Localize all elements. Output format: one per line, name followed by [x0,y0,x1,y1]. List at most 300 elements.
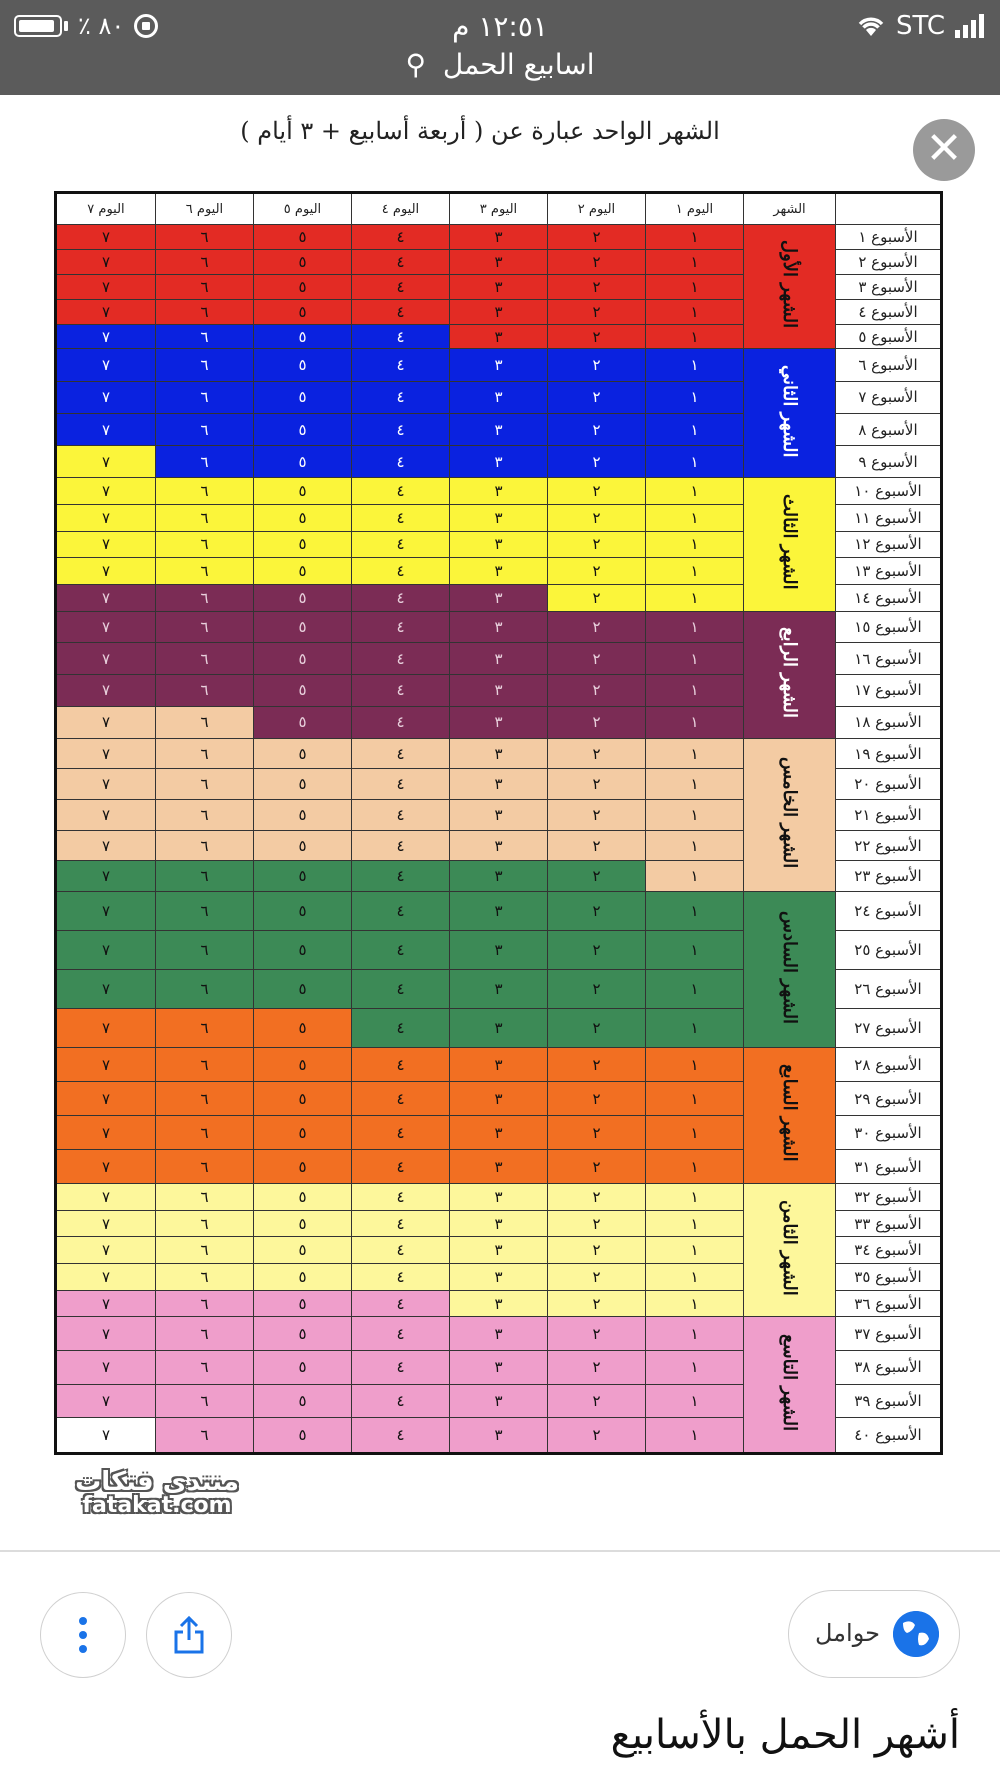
day-cell: ١ [646,892,744,931]
day-cell: ٥ [254,1082,352,1116]
week-label: الأسبوع ٢٦ [836,970,942,1009]
day-cell: ٧ [56,1082,156,1116]
day-cell: ٤ [352,478,450,505]
table-row [56,892,942,931]
day-cell: ٥ [254,249,352,274]
day-cell: ٣ [450,970,548,1009]
day-cell: ٥ [254,931,352,970]
day-cell: ٢ [548,611,646,643]
watermark-english: fatakat.com [82,1493,232,1518]
day-cell: ٥ [254,800,352,831]
day-cell: ٦ [156,1351,254,1385]
day-cell: ٤ [352,1264,450,1291]
day-cell: ٧ [56,225,156,250]
day-cell: ٤ [352,446,450,478]
day-cell: ٥ [254,611,352,643]
day-cell: ٢ [548,531,646,558]
day-cell: ٥ [254,1116,352,1150]
week-label: الأسبوع ١٤ [836,584,942,611]
day-cell: ٤ [352,675,450,707]
month-label: الشهر التاسع [779,1333,801,1431]
day-cell: ٧ [56,706,156,738]
day-cell: ٦ [156,274,254,299]
day-cell: ٢ [548,861,646,892]
source-name: حوامل [815,1619,880,1647]
day-cell: ٥ [254,738,352,769]
day-cell: ٥ [254,478,352,505]
day-cell: ١ [646,706,744,738]
week-label: الأسبوع ٢٩ [836,1082,942,1116]
week-label: الأسبوع ٣٧ [836,1317,942,1351]
day-cell: ٢ [548,446,646,478]
day-cell: ٢ [548,1082,646,1116]
day-cell: ٦ [156,1317,254,1351]
day-cell: ٧ [56,531,156,558]
day-cell: ١ [646,970,744,1009]
day-cell: ٣ [450,505,548,532]
day-cell: ٥ [254,1150,352,1184]
day-cell: ٦ [156,413,254,445]
source-link[interactable] [788,1590,960,1678]
day-cell: ٥ [254,1210,352,1237]
day-cell: ٧ [56,1384,156,1418]
week-label: الأسبوع ٣٤ [836,1237,942,1264]
day-cell: ٦ [156,584,254,611]
day-cell: ٢ [548,1290,646,1317]
day-cell: ٣ [450,584,548,611]
image-caption: الشهر الواحد عبارة عن ( أربعة أسابيع + ٣ أيام ) [240,117,720,145]
month-label-cell [744,738,836,892]
signal-icon [955,14,984,38]
day-cell: ٣ [450,1048,548,1082]
day-cell: ٦ [156,1290,254,1317]
table-row [56,611,942,643]
day-cell: ٣ [450,478,548,505]
day-cell: ٢ [548,1150,646,1184]
day-cell: ١ [646,1184,744,1211]
day-cell: ٣ [450,738,548,769]
day-cell: ٥ [254,1317,352,1351]
week-label: الأسبوع ٢٠ [836,769,942,800]
day-cell: ٦ [156,1082,254,1116]
day-cell: ١ [646,299,744,324]
day-cell: ٦ [156,1210,254,1237]
month-label-cell [744,225,836,349]
day-cell: ٦ [156,1237,254,1264]
day-cell: ٦ [156,381,254,413]
day-cell: ٤ [352,1351,450,1385]
day-cell: ٦ [156,249,254,274]
day-cell: ٣ [450,446,548,478]
day-cell: ١ [646,349,744,381]
day-cell: ٥ [254,274,352,299]
day-cell: ٣ [450,1264,548,1291]
day-cell: ٧ [56,505,156,532]
day-cell: ٦ [156,1384,254,1418]
week-label: الأسبوع ٥ [836,324,942,349]
day-cell: ٧ [56,1264,156,1291]
day-cell: ٧ [56,1048,156,1082]
day-cell: ٣ [450,558,548,585]
day-cell: ١ [646,1116,744,1150]
battery-percent: ٪ ٨٠ [78,12,125,40]
day-cell: ١ [646,1418,744,1454]
day-cell: ٦ [156,299,254,324]
day-cell: ٤ [352,769,450,800]
day-cell: ٥ [254,1184,352,1211]
day-cell: ٦ [156,1184,254,1211]
month-label-cell [744,349,836,478]
day-cell: ١ [646,1210,744,1237]
day-cell: ٢ [548,643,646,675]
header-week-col [836,193,942,225]
week-label: الأسبوع ٣٣ [836,1210,942,1237]
day-cell: ٥ [254,299,352,324]
week-label: الأسبوع ١٥ [836,611,942,643]
header-month-col: الشهر [744,193,836,225]
day-cell: ٧ [56,1418,156,1454]
day-cell: ١ [646,274,744,299]
day-cell: ٤ [352,1290,450,1317]
day-cell: ٣ [450,643,548,675]
day-cell: ٦ [156,349,254,381]
week-label: الأسبوع ٣٨ [836,1351,942,1385]
day-cell: ٥ [254,349,352,381]
day-cell: ٥ [254,324,352,349]
day-cell: ١ [646,1351,744,1385]
day-cell: ١ [646,324,744,349]
week-label: الأسبوع ٤ [836,299,942,324]
day-cell: ٥ [254,413,352,445]
day-cell: ١ [646,413,744,445]
week-label: الأسبوع ١٣ [836,558,942,585]
day-cell: ٢ [548,505,646,532]
day-cell: ٣ [450,931,548,970]
day-cell: ٧ [56,299,156,324]
day-cell: ٦ [156,1264,254,1291]
share-icon [172,1616,206,1654]
day-cell: ٢ [548,584,646,611]
day-cell: ٣ [450,249,548,274]
day-cell: ٣ [450,861,548,892]
week-label: الأسبوع ١١ [836,505,942,532]
day-cell: ٥ [254,830,352,861]
day-cell: ١ [646,1009,744,1048]
day-cell: ٥ [254,1418,352,1454]
day-cell: ٣ [450,274,548,299]
day-cell: ٤ [352,225,450,250]
day-cell: ٢ [548,1009,646,1048]
day-cell: ١ [646,1384,744,1418]
day-cell: ٦ [156,446,254,478]
table-body [56,225,942,1454]
day-cell: ٦ [156,324,254,349]
day-cell: ٢ [548,738,646,769]
day-cell: ٦ [156,861,254,892]
day-cell: ٥ [254,769,352,800]
day-cell: ٤ [352,706,450,738]
week-label: الأسبوع ١٩ [836,738,942,769]
day-cell: ٧ [56,1317,156,1351]
day-cell: ٧ [56,381,156,413]
day-cell: ٦ [156,892,254,931]
day-cell: ٣ [450,1009,548,1048]
week-label: الأسبوع ١٠ [836,478,942,505]
day-cell: ٢ [548,324,646,349]
day-cell: ٢ [548,800,646,831]
day-cell: ٢ [548,706,646,738]
day-cell: ٣ [450,1351,548,1385]
watermark-logo [62,1467,252,1518]
day-cell: ٤ [352,274,450,299]
day-cell: ١ [646,1150,744,1184]
day-cell: ٢ [548,931,646,970]
day-cell: ٣ [450,1418,548,1454]
day-cell: ٥ [254,1384,352,1418]
week-label: الأسبوع ٣١ [836,1150,942,1184]
header-day-3: اليوم ٣ [450,193,548,225]
day-cell: ١ [646,1317,744,1351]
week-label: الأسبوع ٣٦ [836,1290,942,1317]
day-cell: ٣ [450,769,548,800]
day-cell: ٤ [352,349,450,381]
day-cell: ١ [646,861,744,892]
day-cell: ٤ [352,324,450,349]
day-cell: ٧ [56,1116,156,1150]
day-cell: ٤ [352,299,450,324]
week-label: الأسبوع ٤٠ [836,1418,942,1454]
month-label: الشهر السابع [779,1064,801,1162]
day-cell: ٥ [254,892,352,931]
day-cell: ٤ [352,1384,450,1418]
day-cell: ٢ [548,225,646,250]
day-cell: ٣ [450,1184,548,1211]
day-cell: ٥ [254,381,352,413]
day-cell: ٦ [156,643,254,675]
divider [0,1550,1000,1552]
day-cell: ٣ [450,800,548,831]
week-label: الأسبوع ٣٠ [836,1116,942,1150]
day-cell: ٣ [450,1237,548,1264]
day-cell: ١ [646,584,744,611]
week-label: الأسبوع ٦ [836,349,942,381]
month-label-cell [744,611,836,738]
day-cell: ٣ [450,830,548,861]
day-cell: ٢ [548,1264,646,1291]
day-cell: ٦ [156,531,254,558]
table-header-row [56,193,942,225]
day-cell: ٧ [56,931,156,970]
day-cell: ٤ [352,1184,450,1211]
day-cell: ٦ [156,706,254,738]
day-cell: ٧ [56,800,156,831]
day-cell: ٦ [156,970,254,1009]
day-cell: ١ [646,769,744,800]
search-query-text: اسابيع الحمل [442,48,595,81]
header-day-4: اليوم ٤ [352,193,450,225]
day-cell: ١ [646,738,744,769]
top-bar [0,0,1000,95]
day-cell: ٥ [254,1237,352,1264]
day-cell: ٦ [156,1150,254,1184]
week-label: الأسبوع ٩ [836,446,942,478]
week-label: الأسبوع ١٢ [836,531,942,558]
more-options-button[interactable] [40,1592,126,1678]
day-cell: ٣ [450,381,548,413]
day-cell: ٦ [156,225,254,250]
day-cell: ٢ [548,299,646,324]
week-label: الأسبوع ٣٢ [836,1184,942,1211]
table-row [56,225,942,250]
day-cell: ٢ [548,675,646,707]
month-label: الشهر الخامس [779,756,801,869]
day-cell: ١ [646,1048,744,1082]
day-cell: ٥ [254,861,352,892]
day-cell: ٤ [352,738,450,769]
day-cell: ٢ [548,892,646,931]
day-cell: ٤ [352,584,450,611]
header-day-2: اليوم ٢ [548,193,646,225]
day-cell: ٧ [56,830,156,861]
week-label: الأسبوع ٢١ [836,800,942,831]
day-cell: ١ [646,800,744,831]
day-cell: ٣ [450,1116,548,1150]
day-cell: ١ [646,931,744,970]
table-row [56,349,942,381]
day-cell: ٥ [254,643,352,675]
table-row [56,738,942,769]
day-cell: ٤ [352,643,450,675]
day-cell: ٦ [156,478,254,505]
day-cell: ٣ [450,706,548,738]
day-cell: ٥ [254,446,352,478]
day-cell: ١ [646,531,744,558]
day-cell: ٧ [56,584,156,611]
day-cell: ٢ [548,830,646,861]
week-label: الأسبوع ١ [836,225,942,250]
day-cell: ٣ [450,1210,548,1237]
header-day-7: اليوم ٧ [56,193,156,225]
table-row [56,1317,942,1351]
week-label: الأسبوع ١٦ [836,643,942,675]
week-label: الأسبوع ٢٥ [836,931,942,970]
day-cell: ٢ [548,381,646,413]
day-cell: ٦ [156,800,254,831]
image-viewer [0,95,1000,1550]
day-cell: ٦ [156,1048,254,1082]
day-cell: ١ [646,225,744,250]
day-cell: ٢ [548,1317,646,1351]
search-query-bar[interactable] [0,48,1000,81]
table-row [56,1184,942,1211]
day-cell: ٥ [254,558,352,585]
table-row [56,478,942,505]
day-cell: ٤ [352,381,450,413]
day-cell: ٧ [56,274,156,299]
day-cell: ١ [646,830,744,861]
header-day-1: اليوم ١ [646,193,744,225]
day-cell: ٣ [450,1317,548,1351]
day-cell: ٥ [254,505,352,532]
day-cell: ٧ [56,769,156,800]
day-cell: ٢ [548,478,646,505]
day-cell: ٧ [56,738,156,769]
share-button[interactable] [146,1592,232,1678]
day-cell: ٢ [548,274,646,299]
day-cell: ٤ [352,892,450,931]
day-cell: ٣ [450,1082,548,1116]
day-cell: ٤ [352,1317,450,1351]
day-cell: ٤ [352,1082,450,1116]
month-label-cell [744,892,836,1048]
day-cell: ٥ [254,531,352,558]
header-day-6: اليوم ٦ [156,193,254,225]
day-cell: ٧ [56,861,156,892]
day-cell: ٤ [352,1210,450,1237]
month-label-cell [744,1317,836,1454]
day-cell: ١ [646,611,744,643]
day-cell: ٣ [450,892,548,931]
month-label: الشهر الثالث [779,494,801,590]
week-label: الأسبوع ٢٣ [836,861,942,892]
day-cell: ٣ [450,324,548,349]
day-cell: ٢ [548,1418,646,1454]
week-label: الأسبوع ٢٧ [836,1009,942,1048]
month-label-cell [744,478,836,611]
day-cell: ٧ [56,349,156,381]
day-cell: ١ [646,446,744,478]
day-cell: ٧ [56,892,156,931]
day-cell: ٧ [56,611,156,643]
day-cell: ٣ [450,413,548,445]
day-cell: ١ [646,1264,744,1291]
header-day-5: اليوم ٥ [254,193,352,225]
week-label: الأسبوع ١٨ [836,706,942,738]
table-row [56,1048,942,1082]
day-cell: ١ [646,1237,744,1264]
day-cell: ٣ [450,349,548,381]
day-cell: ٥ [254,970,352,1009]
day-cell: ١ [646,249,744,274]
close-icon: ✕ [925,123,963,174]
day-cell: ٧ [56,478,156,505]
carrier-name: STC [895,11,945,41]
day-cell: ٣ [450,1150,548,1184]
day-cell: ٢ [548,413,646,445]
day-cell: ٧ [56,1351,156,1385]
day-cell: ٤ [352,505,450,532]
week-label: الأسبوع ٨ [836,413,942,445]
week-label: الأسبوع ٢٤ [836,892,942,931]
more-vert-icon [79,1617,87,1653]
day-cell: ٥ [254,1351,352,1385]
day-cell: ٢ [548,249,646,274]
close-button[interactable] [913,119,975,181]
result-title: أشهر الحمل بالأسابيع [610,1712,960,1758]
day-cell: ٧ [56,413,156,445]
day-cell: ٦ [156,769,254,800]
month-label: الشهر الثامن [779,1199,801,1296]
status-time: ١٢:٥١ م [452,10,548,43]
pregnancy-weeks-table [54,191,943,1455]
day-cell: ٧ [56,1237,156,1264]
globe-icon [893,1611,939,1657]
week-label: الأسبوع ٢٨ [836,1048,942,1082]
week-label: الأسبوع ٣٥ [836,1264,942,1291]
day-cell: ٦ [156,505,254,532]
day-cell: ٥ [254,584,352,611]
day-cell: ٦ [156,1418,254,1454]
